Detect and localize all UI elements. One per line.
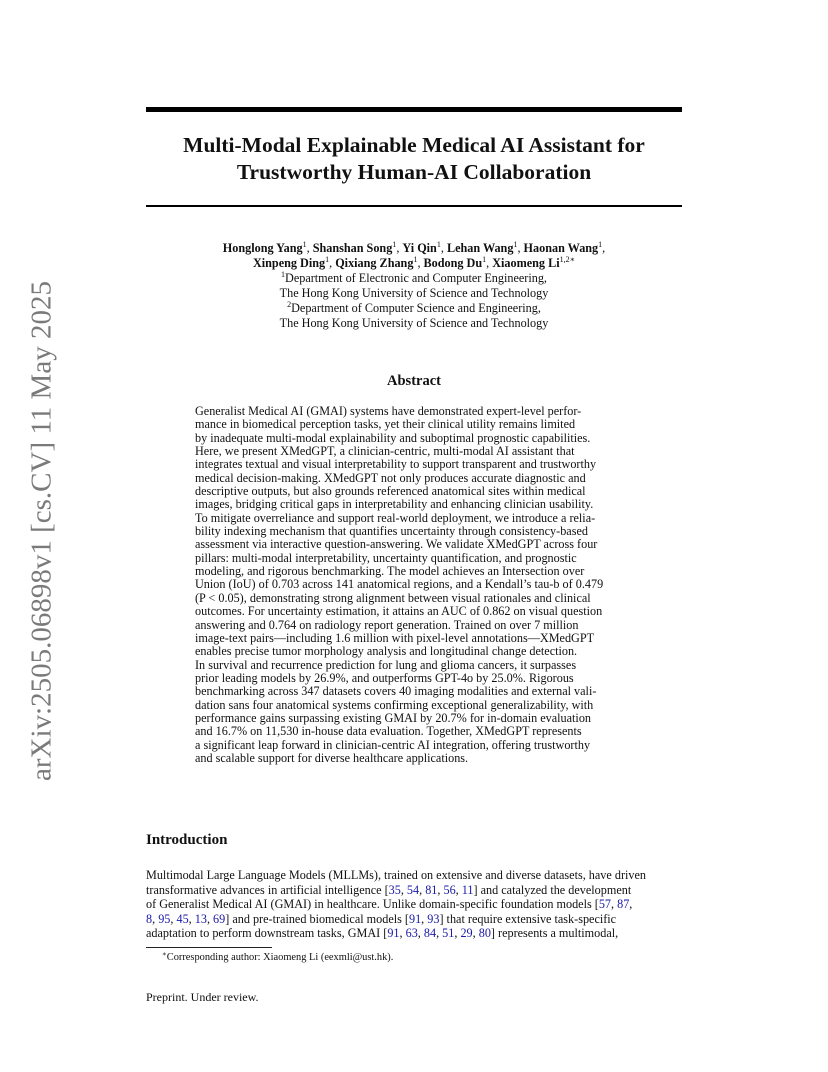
text-segment: , (437, 882, 444, 897)
citation-link[interactable]: 87 (617, 897, 630, 912)
citation-link[interactable]: 13 (194, 911, 207, 926)
introduction-heading: Introduction (146, 832, 228, 848)
text-segment: ] and pre-trained biomedical models [ (225, 911, 409, 926)
citation-link[interactable]: 69 (213, 911, 226, 926)
author-affiliation-mark: 1,2∗ (559, 255, 576, 264)
text-segment: , (417, 926, 424, 941)
title-line: Trustworthy Human-AI Collaboration (236, 160, 592, 184)
affiliation-line (146, 271, 682, 286)
text-segment: of Generalist Medical AI (GMAI) in healthcare. Unlike domain-specific foundation models [ (146, 897, 599, 912)
citation-link[interactable]: 57 (598, 897, 612, 912)
paper-title (146, 132, 682, 186)
introduction-line (146, 868, 683, 883)
text-segment: , (629, 897, 633, 912)
citation-link[interactable]: 91 (387, 926, 400, 941)
affiliation-text: The Hong Kong University of Science and Technology (279, 286, 549, 300)
text-segment: , (436, 926, 443, 941)
author-name: Yi Qin (402, 241, 437, 255)
text-segment: , (152, 911, 159, 926)
title-line: Multi-Modal Explainable Medical AI Assistant for (183, 133, 645, 157)
footnote-rule (146, 947, 272, 948)
footnote (162, 952, 393, 963)
text-segment: , (472, 926, 479, 941)
abstract-line: bility indexing mechanism that quantifies uncertainty through consistency-based (195, 524, 588, 539)
citation-link[interactable]: 81 (425, 882, 438, 897)
text-segment: , (454, 926, 461, 941)
citation-link[interactable]: 84 (423, 926, 437, 941)
abstract-line: Here, we present XMedGPT, a clinician-centric, multi-modal AI assistant that (195, 444, 575, 459)
text-segment: , (188, 911, 195, 926)
citation-link[interactable]: 95 (158, 911, 171, 926)
abstract-line: a significant leap forward in clinician-centric AI integration, offering trustworthy (195, 737, 591, 752)
abstract-line: by inadequate multi-modal explainability and suboptimal prognostic capabilities. (195, 430, 591, 445)
text-segment: , (455, 882, 462, 897)
citation-link[interactable]: 11 (461, 882, 474, 897)
text-segment: , (419, 882, 426, 897)
introduction-body (146, 868, 683, 941)
affiliation-text: The Hong Kong University of Science and Technology (279, 316, 549, 330)
author-name: Xinpeng Ding (252, 256, 326, 270)
affiliation-text: Department of Computer Science and Engineering, (291, 301, 541, 315)
author-affiliation-mark: 1 (325, 255, 330, 264)
author-affiliation-mark: 1 (436, 240, 441, 249)
author-affiliation-mark: 1 (598, 240, 603, 249)
citation-link[interactable]: 54 (406, 882, 420, 897)
citation-link[interactable]: 35 (388, 882, 401, 897)
abstract-line: medical decision-making. XMedGPT not only produces accurate diagnostic and (195, 470, 586, 485)
introduction-line (146, 897, 683, 912)
text-segment: transformative advances in artificial intelligence [ (146, 882, 389, 897)
abstract-line: integrates textual and visual interpretability to support transparent and trustworthy (195, 457, 597, 472)
author-block (146, 241, 682, 331)
abstract-line: image-text pairs—including 1.6 million with pixel-level annotations—XMedGPT (195, 630, 595, 645)
author-affiliation-mark: 1 (392, 240, 397, 249)
author-name: Honglong Yang (222, 241, 303, 255)
affiliation-text: Department of Electronic and Computer Engineering, (285, 271, 547, 285)
abstract-line: pillars: multi-modal interpretability, uncertainty quantification, and prognostic (195, 550, 577, 565)
author-affiliation-mark: 1 (302, 240, 307, 249)
abstract-line: descriptive outputs, but also grounds referenced anatomical sites within medical (195, 484, 586, 499)
affiliation-mark: 2 (287, 300, 292, 309)
text-segment: adaptation to perform downstream tasks, GMAI [ (146, 926, 388, 941)
text-segment: , (399, 926, 406, 941)
affiliation-line (146, 286, 682, 301)
affiliation-mark: 1 (281, 270, 286, 279)
author-name: Haonan Wang (523, 241, 599, 255)
abstract-line: dation sans four anatomical systems confirming exceptional generalizability, with (195, 697, 594, 712)
abstract-line: enables precise tumor morphology analysis and longitudinal change detection. (195, 644, 578, 659)
author-name: Qixiang Zhang (335, 256, 414, 270)
author-name: Bodong Du (423, 256, 483, 270)
author-line: Xinpeng Ding$^1$, Qixiang Zhang$^1$, Bodong Du$^1$, Xiaomeng $Li^{1,2∗}$ (252, 255, 576, 270)
abstract-line: In survival and recurrence prediction for lung and glioma cancers, it surpasses (195, 657, 577, 672)
abstract-line: mance in biomedical perception tasks, yet their clinical utility remains limited (195, 417, 576, 432)
text-segment: ] that require extensive task-specific (439, 911, 617, 926)
abstract-line: Generalist Medical AI (GMAI) systems have demonstrated expert-level perfor- (195, 404, 582, 418)
abstract-line: and 16.7% on 11,530 in-house data evaluation. Together, XMedGPT represents (195, 724, 582, 739)
abstract-line: modeling, and rigorous benchmarking. The model achieves an Intersection over (195, 564, 585, 579)
citation-link[interactable]: 29 (460, 926, 473, 941)
arxiv-side-label (22, 281, 62, 781)
introduction-line (146, 912, 683, 927)
text-segment: ] and catalyzed the development (473, 882, 632, 897)
citation-link[interactable]: 91 (408, 911, 422, 926)
citation-link[interactable]: 45 (176, 911, 189, 926)
citation-link[interactable]: 63 (405, 926, 418, 941)
citation-link[interactable]: 51 (442, 926, 455, 941)
citation-link[interactable]: 93 (427, 911, 440, 926)
author-name: Xiaomeng Li (492, 256, 560, 270)
introduction-line (146, 926, 683, 941)
introduction-line (146, 883, 683, 898)
footnote-text: Corresponding author: Xiaomeng Li (eexmli@ust.hk). (166, 952, 394, 963)
citation-link[interactable]: 8 (146, 911, 153, 926)
citation-link[interactable]: 56 (443, 882, 456, 897)
abstract-line: outcomes. For uncertainty estimation, it attains an AUC of 0.862 on visual question (195, 604, 603, 619)
abstract-line: benchmarking across 347 datasets covers 40 imaging modalities and external vali- (195, 684, 597, 699)
preprint-notice: Preprint. Under review. (146, 990, 259, 1004)
abstract-line: Union (IoU) of 0.703 across 141 anatomical regions, and a Kendall’s tau-b of 0.479 (195, 577, 604, 592)
affiliation-line (146, 301, 682, 316)
abstract-line: performance gains surpassing existing GMAI by 20.7% for in-domain evaluation (195, 710, 592, 725)
text-segment: ] represents a multimodal, (490, 926, 619, 941)
title-top-rule (146, 107, 682, 112)
text-segment: , (206, 911, 214, 926)
abstract-line: To mitigate overreliance and support real-world deployment, we introduce a relia- (195, 510, 596, 525)
citation-link[interactable]: 80 (478, 926, 491, 941)
title-bottom-rule (146, 205, 682, 207)
affiliation-line (146, 316, 682, 331)
abstract-body (195, 405, 635, 765)
abstract-line: images, bridging critical gaps in interpretability and enhancing clinician usability. (195, 497, 594, 512)
text-segment: , (421, 911, 428, 926)
abstract-line: answering and 0.764 on radiology report generation. Trained on over 7 million (195, 617, 579, 632)
footnote-mark: ∗ (162, 950, 167, 958)
author-affiliation-mark: 1 (482, 255, 487, 264)
abstract-line: and scalable support for diverse healthcare applications. (195, 750, 469, 765)
abstract-line: assessment via interactive question-answering. We validate XMedGPT across four (195, 537, 598, 552)
text-segment: , (400, 882, 407, 897)
author-name: Lehan Wang (446, 241, 514, 255)
text-segment: , (611, 897, 618, 912)
author-name: Shanshan Song (312, 241, 393, 255)
abstract-heading: Abstract (387, 373, 441, 389)
author-line: Honglong Yang$^1$, Shanshan Song$^1$, Yi Qin$^1$, Lehan Wang$^1$, Haonan Wang$^1$, (222, 240, 606, 255)
abstract-line: (P < 0.05), demonstrating strong alignment between visual rationales and clinical (195, 590, 591, 605)
abstract-line: prior leading models by 26.9%, and outperforms GPT-4o by 25.0%. Rigorous (195, 670, 574, 685)
arxiv-identifier: arXiv:2505.06898v1 [cs.CV] 11 May 2025 (25, 281, 58, 781)
author-affiliation-mark: 1 (413, 255, 418, 264)
text-segment: , (170, 911, 177, 926)
text-segment: Multimodal Large Language Models (MLLMs), trained on extensive and diverse datasets, have driven (146, 868, 646, 882)
author-affiliation-mark: 1 (513, 240, 518, 249)
